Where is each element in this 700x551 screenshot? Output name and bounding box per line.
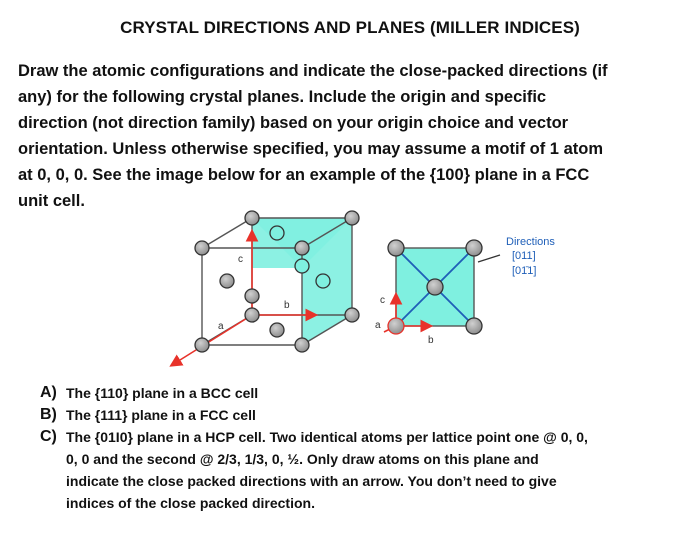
question-text: indices of the close packed direction. (66, 495, 315, 511)
intro-line: at 0, 0, 0. See the image below for an example of the {100} plane in a FCC (18, 166, 590, 184)
axis-label-a: a (218, 321, 224, 332)
question-c (40, 426, 690, 514)
intro-line: direction (not direction family) based on your origin choice and vector (18, 114, 569, 132)
atom (270, 323, 284, 337)
directions-title: Directions (506, 236, 555, 248)
atom (466, 240, 482, 256)
intro-line: any) for the following crystal planes. Include the origin and specific (18, 88, 547, 106)
atom (295, 241, 309, 255)
atom (195, 241, 209, 255)
plane-100-detail (375, 236, 555, 346)
atom (345, 308, 359, 322)
direction-callout-line (478, 255, 500, 262)
plane-axis-label-a: a (375, 320, 381, 331)
question-a (40, 382, 690, 404)
atom (270, 226, 284, 240)
atom (388, 240, 404, 256)
question-letter: C) (40, 428, 57, 445)
question-text: 0, 0 and the second @ 2/3, 1/3, 0, ½. Only draw atoms on this plane and (66, 451, 539, 467)
atom (195, 338, 209, 352)
axis-label-c: c (238, 254, 243, 265)
direction-011-label: [011] (512, 250, 536, 262)
atom (220, 274, 234, 288)
atom (316, 274, 330, 288)
atom (427, 279, 443, 295)
atom (295, 259, 309, 273)
question-text: The {01I0} plane in a HCP cell. Two identical atoms per lattice point one @ 0, 0, (66, 429, 588, 445)
question-text: The {111} plane in a FCC cell (66, 407, 256, 423)
atom (388, 318, 404, 334)
atom (345, 211, 359, 225)
atom (466, 318, 482, 334)
question-text: indicate the close packed directions with an arrow. You don’t need to give (66, 473, 557, 489)
page-title: CRYSTAL DIRECTIONS AND PLANES (MILLER INDICES) (120, 18, 580, 37)
question-list (40, 382, 690, 514)
fcc-unit-cube (172, 211, 359, 365)
atom (245, 289, 259, 303)
atom (245, 211, 259, 225)
intro-line: orientation. Unless otherwise specified, you may assume a motif of 1 atom (18, 140, 603, 158)
question-text: The {110} plane in a BCC cell (66, 385, 259, 401)
axis-label-b: b (284, 300, 290, 311)
atom (295, 338, 309, 352)
question-letter: B) (40, 406, 57, 423)
intro-line: Draw the atomic configurations and indicate the close-packed directions (if (18, 62, 608, 80)
axis-a (172, 315, 252, 365)
plane-axis-label-b: b (428, 335, 434, 346)
question-b (40, 404, 690, 426)
atom (245, 308, 259, 322)
plane-axis-label-c: c (380, 295, 385, 306)
direction-0-11-label: [01̄1] (512, 265, 537, 277)
question-letter: A) (40, 384, 57, 401)
intro-line: unit cell. (18, 192, 85, 210)
